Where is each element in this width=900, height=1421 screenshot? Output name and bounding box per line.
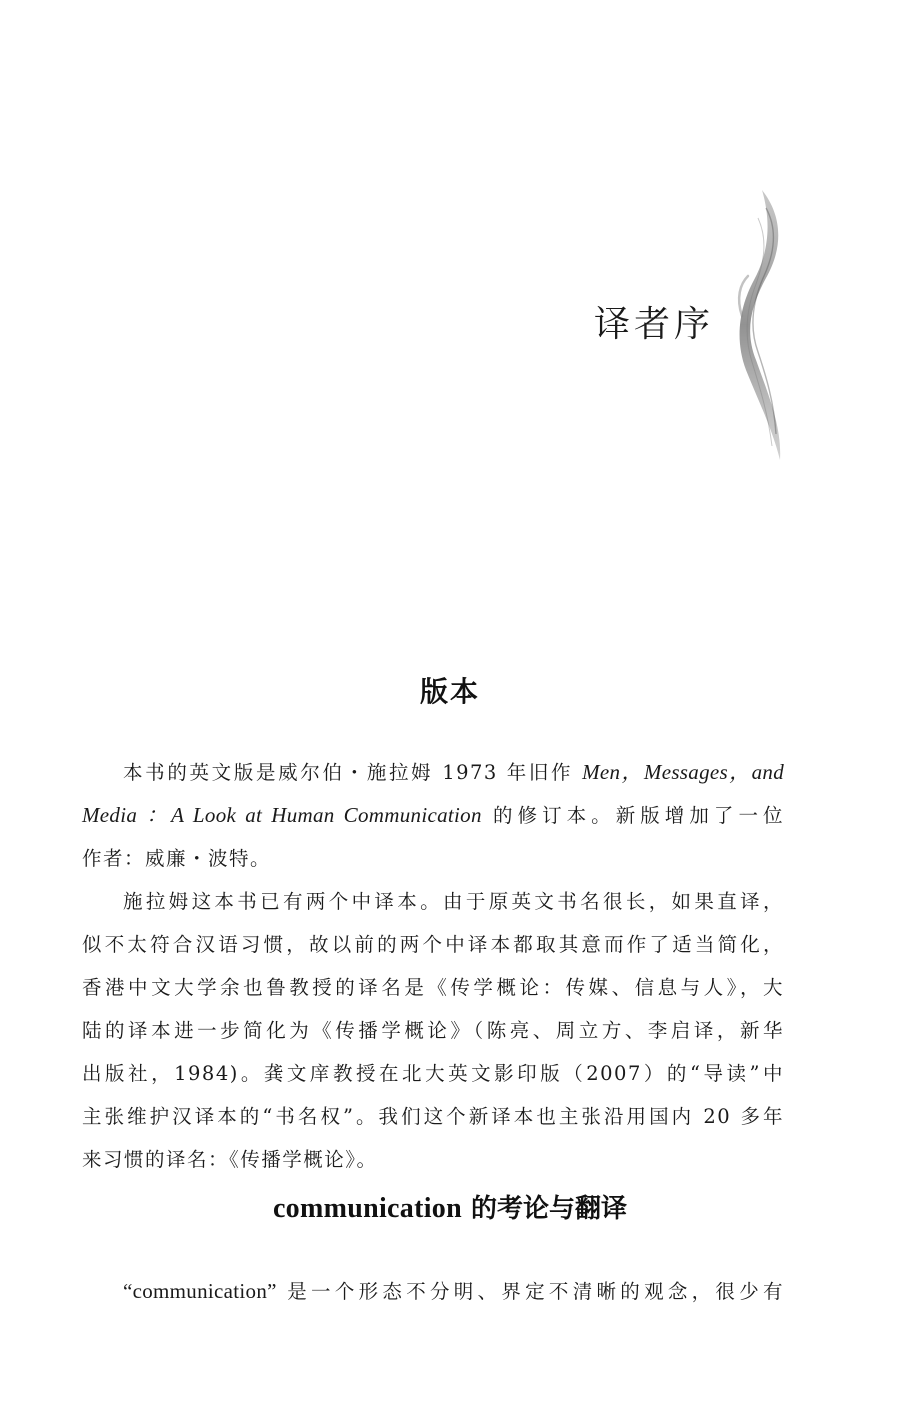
text-line xyxy=(82,794,784,837)
text-run: 主张维护汉译本的“书名权”。我们这个新译本也主张沿用国内 20 多年 xyxy=(82,1105,784,1128)
book-title-run: Media ：A Look at Human Communication xyxy=(82,803,482,827)
text-line xyxy=(82,1052,784,1095)
text-line xyxy=(82,966,784,1009)
brush-stroke-ornament xyxy=(722,188,802,463)
text-line xyxy=(82,1009,784,1052)
text-run: 似不太符合汉语习惯，故以前的两个中译本都取其意而作了适当简化， xyxy=(82,933,784,956)
text-run: 的修订本。新版增加了一位 xyxy=(481,804,784,827)
text-run: 是一个形态不分明、界定不清晰的观念，很少有 xyxy=(276,1280,784,1303)
text-line xyxy=(82,1138,784,1181)
section-body-version xyxy=(82,751,784,1181)
text-run: 施拉姆这本书已有两个中译本。由于原英文书名很长，如果直译， xyxy=(123,890,784,913)
heading-latin-run: communication xyxy=(272,1193,462,1224)
text-run: 出版社，1984)。龚文庠教授在北大英文影印版（2007）的“导读”中 xyxy=(82,1062,784,1085)
text-run: 陆的译本进一步简化为《传播学概论》（陈亮、周立方、李启译，新华 xyxy=(82,1019,784,1042)
text-line xyxy=(82,880,784,923)
section-heading-communication xyxy=(0,1188,900,1225)
text-line xyxy=(82,1270,784,1313)
section-heading-version: 版本 xyxy=(419,675,480,708)
text-run: 来习惯的译名：《传播学概论》。 xyxy=(82,1148,378,1171)
text-line xyxy=(82,923,784,966)
text-line xyxy=(82,1095,784,1138)
heading-cjk-run: 的考论与翻译 xyxy=(461,1194,628,1224)
book-title-run: Men，Messages，and xyxy=(582,760,784,784)
text-run: 本书的英文版是威尔伯・施拉姆 1973 年旧作 xyxy=(123,761,583,784)
quoted-term-run: “communication” xyxy=(123,1279,277,1303)
chapter-title: 译者序 xyxy=(594,304,715,345)
text-line xyxy=(82,751,784,794)
text-run: 作者：威廉・波特。 xyxy=(82,847,272,870)
section-body-communication xyxy=(82,1270,784,1313)
text-line xyxy=(82,837,784,880)
text-run: 香港中文大学余也鲁教授的译名是《传学概论：传媒、信息与人》，大 xyxy=(82,976,784,999)
